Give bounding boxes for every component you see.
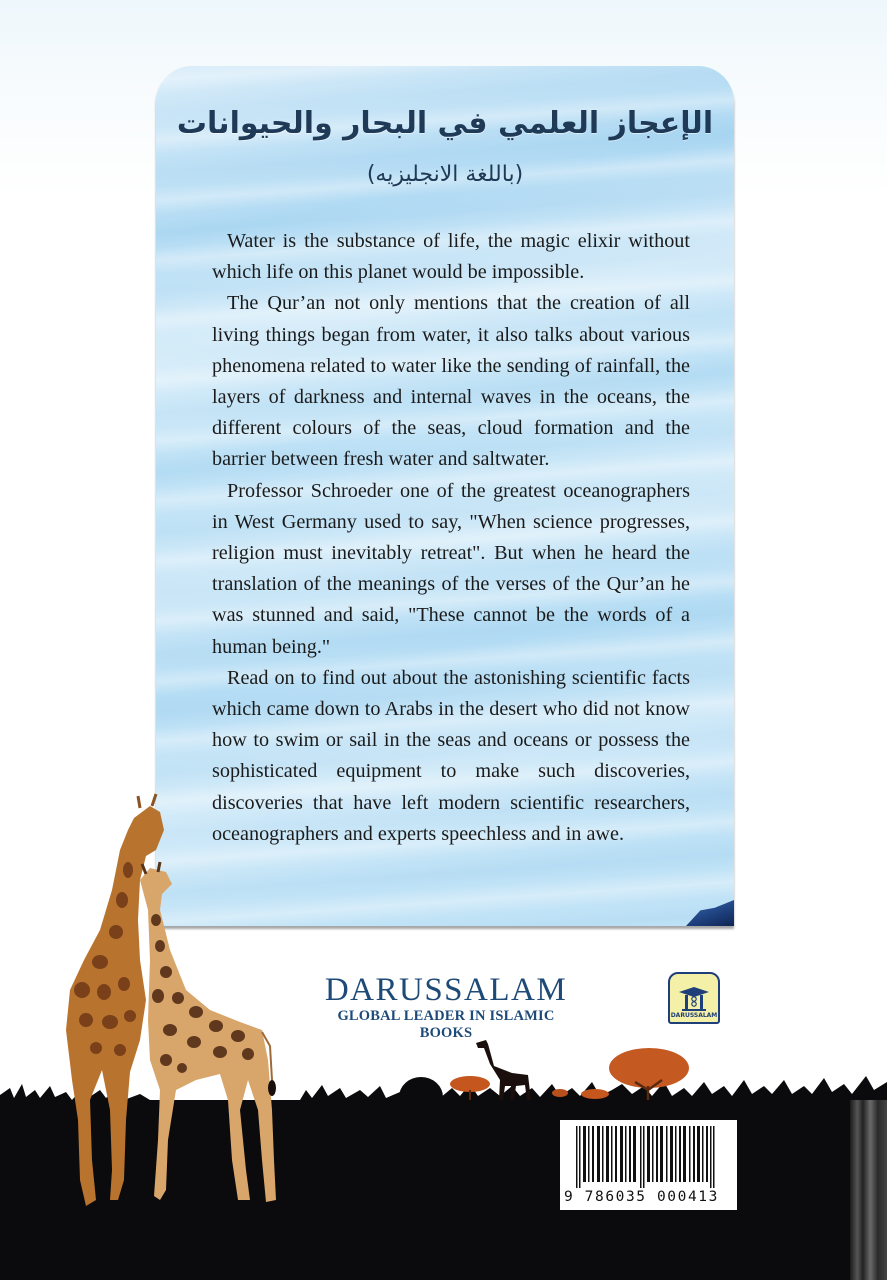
rock-icon <box>686 900 734 926</box>
logo-label: DARUSSALAM <box>670 1012 718 1019</box>
blurb-paragraph: Professor Schroeder one of the greatest oceanographers in West Germany used to say, "When science progresses, religion must inevitably retreat". But when he heard the translation of the meanings of the verses of the Qur’an he was stunned and said, "These cannot be the words of a human being." <box>212 479 690 658</box>
blurb-panel <box>156 66 734 926</box>
blurb-paragraph: Water is the substance of life, the magic elixir without which life on this planet would be impossible. <box>212 230 690 284</box>
publisher-tagline: GLOBAL LEADER IN ISLAMIC BOOKS <box>337 1008 555 1041</box>
book-spine-edge <box>850 1100 887 1280</box>
blurb-paragraph: Read on to find out about the astonishing scientific facts which came down to Arabs in the desert who did not know how to swim or sail in the seas and oceans or possess the sophisticated equipment to make such discoveries, discoveries that have left modern scientific researchers, oceanographers and experts speechless and in awe. <box>212 666 690 845</box>
blurb-paragraph: The Qur’an not only mentions that the creation of all living things began from water, it also talks about various phenomena related to water like the sending of rainfall, the layers of darkness and internal waves in the oceans, the different colours of the seas, cloud formation and the barrier between fresh water and saltwater. <box>212 292 690 471</box>
arabic-subtitle: (باللغة الانجليزيه) <box>366 162 524 187</box>
isbn-number: 9 786035 000413 <box>564 1189 719 1205</box>
ground-silhouette <box>0 1100 887 1280</box>
arabic-title: الإعجاز العلمي في البحار والحيوانات <box>176 106 714 141</box>
publisher-logo <box>668 972 720 1024</box>
barcode-icon <box>568 1126 729 1188</box>
open-book-icon <box>677 986 711 1012</box>
publisher-name: DARUSSALAM <box>324 972 568 1008</box>
blurb-text <box>212 226 690 850</box>
isbn-barcode <box>560 1120 737 1210</box>
publisher-block <box>316 972 576 1042</box>
